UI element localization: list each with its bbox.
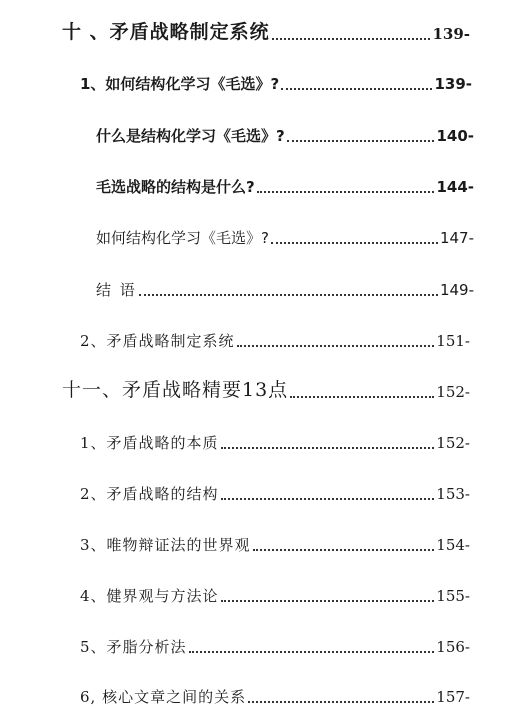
toc-entry-chapter-11[interactable] (62, 372, 470, 402)
toc-entry-page: 152- (436, 383, 470, 401)
dot-leader (237, 345, 435, 347)
toc-entry-title: 什么是结构化学习《毛选》? (96, 127, 285, 145)
toc-entry-page: 149- (439, 281, 474, 299)
toc-entry-page: 144- (436, 178, 474, 196)
toc-entry-title: 5、矛脂分析法 (80, 638, 187, 656)
dot-leader (257, 191, 435, 193)
toc-entry-page: 155- (436, 587, 470, 605)
dot-leader (290, 396, 434, 398)
toc-entry-page: 153- (436, 485, 470, 503)
toc-entry-title: 2、矛盾战略的结构 (80, 485, 219, 503)
toc-entry-title: 十一、矛盾战略精要13点 (62, 379, 289, 401)
toc-entry-section[interactable] (80, 474, 470, 504)
toc-entry-page: 154- (436, 536, 470, 554)
toc-entry-page: 140- (436, 127, 474, 145)
toc-entry-section[interactable] (80, 677, 470, 707)
toc-entry-title: 1、矛盾战略的本质 (80, 434, 219, 452)
toc-entry-subsection[interactable] (96, 116, 474, 146)
toc-entry-section[interactable] (80, 321, 470, 351)
toc-entry-section[interactable] (80, 576, 470, 606)
dot-leader (287, 140, 435, 142)
toc-entry-title: 毛选战略的结构是什么? (96, 178, 255, 196)
toc-entry-title: 3、唯物辩证法的世界观 (80, 536, 251, 554)
dot-leader (281, 88, 432, 90)
toc-entry-subsection[interactable] (96, 218, 474, 248)
toc-entry-title: 6, 核心文章之间的关系 (80, 688, 247, 706)
toc-entry-title: 十 、矛盾战略制定系统 (62, 21, 270, 43)
toc-entry-chapter-10[interactable] (62, 14, 470, 44)
dot-leader (271, 242, 438, 244)
toc-entry-section[interactable] (80, 627, 470, 657)
dot-leader (253, 549, 435, 551)
toc-entry-section[interactable] (80, 525, 470, 555)
dot-leader (139, 294, 438, 296)
dot-leader (221, 447, 435, 449)
toc-entry-page: 157- (436, 688, 470, 706)
toc-entry-title: 如何结构化学习《毛选》? (96, 229, 269, 247)
toc-entry-page: 156- (436, 638, 470, 656)
toc-entry-section[interactable] (80, 423, 470, 453)
toc-entry-page: 139- (432, 25, 470, 43)
toc-entry-title: 1、如何结构化学习《毛选》? (80, 75, 280, 93)
toc-entry-title: 2、矛盾战略制定系统 (80, 332, 235, 350)
dot-leader (248, 701, 434, 703)
toc-entry-page: 152- (436, 434, 470, 452)
toc-entry-page: 147- (439, 229, 474, 247)
dot-leader (221, 600, 435, 602)
dot-leader (221, 498, 435, 500)
toc-entry-title: 4、健界观与方法论 (80, 587, 219, 605)
dot-leader (272, 38, 431, 40)
toc-entry-subsection[interactable] (96, 270, 474, 300)
dot-leader (189, 651, 435, 653)
toc-entry-section[interactable] (80, 64, 472, 94)
toc-entry-subsection[interactable] (96, 167, 474, 197)
toc-entry-title: 结 语 (96, 281, 137, 299)
toc-entry-page: 151- (436, 332, 470, 350)
toc-entry-page: 139- (434, 75, 472, 93)
